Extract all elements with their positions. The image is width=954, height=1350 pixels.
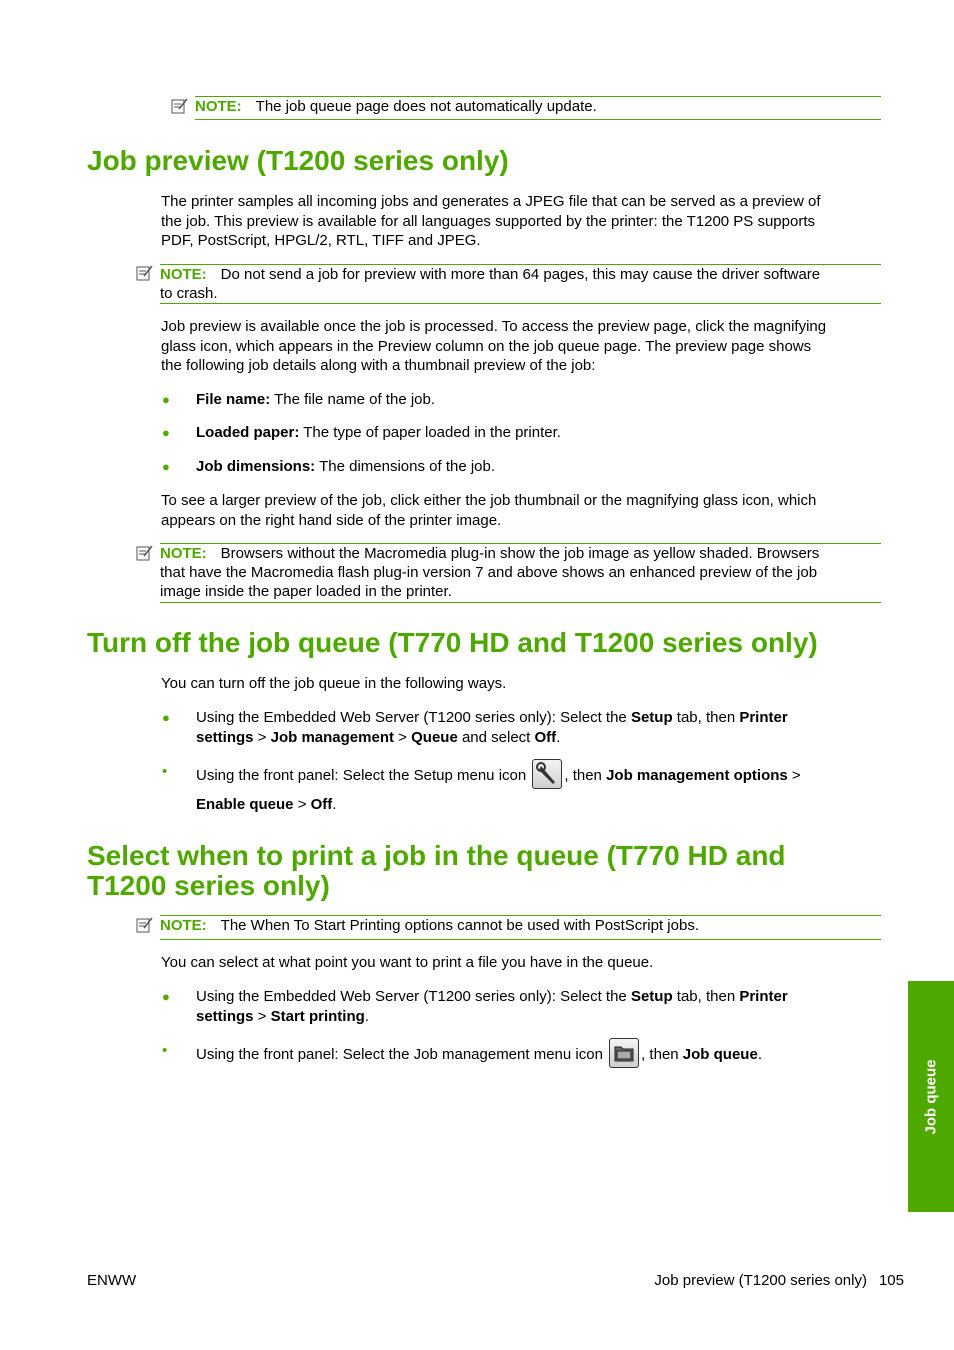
section-heading: Select when to print a job in the queue (T770 HD and T1200 series only) bbox=[87, 840, 786, 901]
bullet-icon: ● bbox=[162, 459, 170, 474]
paragraph-line: appears on the right hand side of the printer image. bbox=[161, 511, 502, 529]
note-text: image inside the paper loaded in the printer. bbox=[160, 583, 452, 600]
bullet-icon: ● bbox=[162, 425, 170, 440]
bullet-icon: ● bbox=[162, 989, 170, 1004]
footer-title: Job preview (T1200 series only) bbox=[654, 1272, 867, 1289]
list-item-text: The type of paper loaded in the printer. bbox=[299, 424, 561, 441]
footer-right bbox=[654, 1272, 904, 1289]
chapter-tab bbox=[908, 981, 954, 1212]
paragraph-line: the following job details along with a thumbnail preview of the job: bbox=[161, 357, 596, 374]
list-item-term: Loaded paper: bbox=[196, 424, 300, 441]
paragraph-line: The printer samples all incoming jobs and generates a JPEG file that can be served as a preview of bbox=[161, 193, 821, 210]
note-text: that have the Macromedia flash plug-in version 7 and above shows an enhanced preview of the job bbox=[160, 564, 818, 581]
footer-left: ENWW bbox=[87, 1272, 137, 1289]
note-label: NOTE: bbox=[195, 98, 242, 115]
note-text: The When To Start Printing options cannot be used with PostScript jobs. bbox=[220, 917, 699, 934]
note-icon bbox=[136, 916, 154, 934]
list-item: Using the front panel: Select the Setup menu icon , then Job management options > bbox=[196, 761, 881, 791]
note-icon bbox=[171, 97, 189, 115]
wrench-icon bbox=[532, 759, 562, 789]
list-item-term: File name: bbox=[196, 391, 271, 408]
list-item bbox=[196, 390, 435, 410]
note-icon bbox=[136, 264, 154, 282]
list-item: Using the Embedded Web Server (T1200 series only): Select the Setup tab, then Printer settings > Job management > Queue and select Off. bbox=[196, 709, 788, 746]
note-box bbox=[195, 96, 881, 120]
page-number: 105 bbox=[878, 1272, 904, 1289]
note-box bbox=[160, 264, 881, 304]
bullet-icon: ● bbox=[162, 392, 170, 407]
paragraph-line: To see a larger preview of the job, click either the job thumbnail or the magnifying glass icon, which bbox=[161, 492, 817, 509]
note-label: NOTE: bbox=[160, 266, 207, 283]
paragraph bbox=[161, 317, 881, 376]
list-item: Using the front panel: Select the Job management menu icon , then Job queue. bbox=[196, 1040, 881, 1070]
note-icon bbox=[136, 544, 154, 562]
paragraph: You can select at what point you want to print a file you have in the queue. bbox=[161, 954, 654, 971]
note-box bbox=[160, 543, 881, 603]
paragraph-line: Job preview is available once the job is processed. To access the preview page, click the magnifying bbox=[161, 318, 827, 335]
chapter-tab-label: Job queue bbox=[922, 1058, 940, 1135]
paragraph-line: glass icon, which appears in the Preview column on the job queue page. The preview page shows bbox=[161, 337, 812, 355]
note-label: NOTE: bbox=[160, 545, 207, 562]
list-item-text: The file name of the job. bbox=[270, 391, 436, 408]
paragraph: You can turn off the job queue in the following ways. bbox=[161, 675, 507, 692]
note-text: Do not send a job for preview with more than 64 pages, this may cause the driver software bbox=[220, 266, 821, 283]
folder-icon bbox=[609, 1038, 639, 1068]
note-text: Browsers without the Macromedia plug-in show the job image as yellow shaded. Browsers bbox=[220, 545, 820, 562]
paragraph-line: PDF, PostScript, HPGL/2, RTL, TIFF and JPEG. bbox=[161, 232, 481, 249]
note-text: The job queue page does not automatically update. bbox=[255, 98, 597, 115]
list-item: Using the Embedded Web Server (T1200 series only): Select the Setup tab, then Printer settings > Start printing. bbox=[196, 988, 788, 1025]
note-label: NOTE: bbox=[160, 917, 207, 934]
list-item-text: The dimensions of the job. bbox=[315, 458, 496, 475]
list-item bbox=[196, 457, 495, 477]
list-item-term: Job dimensions: bbox=[196, 458, 316, 475]
section-heading: Job preview (T1200 series only) bbox=[87, 145, 509, 176]
paragraph bbox=[161, 192, 881, 251]
bullet-icon: ● bbox=[162, 710, 170, 725]
section-heading: Turn off the job queue (T770 HD and T1200 series only) bbox=[87, 627, 818, 658]
paragraph bbox=[161, 491, 881, 530]
list-item-continuation: Enable queue > Off. bbox=[196, 796, 337, 813]
list-item bbox=[196, 423, 561, 443]
paragraph-line: the job. This preview is available for all languages supported by the printer: the T1200 PS supports bbox=[161, 212, 816, 230]
bullet-icon: • bbox=[162, 1042, 168, 1059]
note-text: to crash. bbox=[160, 285, 218, 302]
note-box bbox=[160, 915, 881, 940]
bullet-icon: • bbox=[162, 763, 168, 780]
